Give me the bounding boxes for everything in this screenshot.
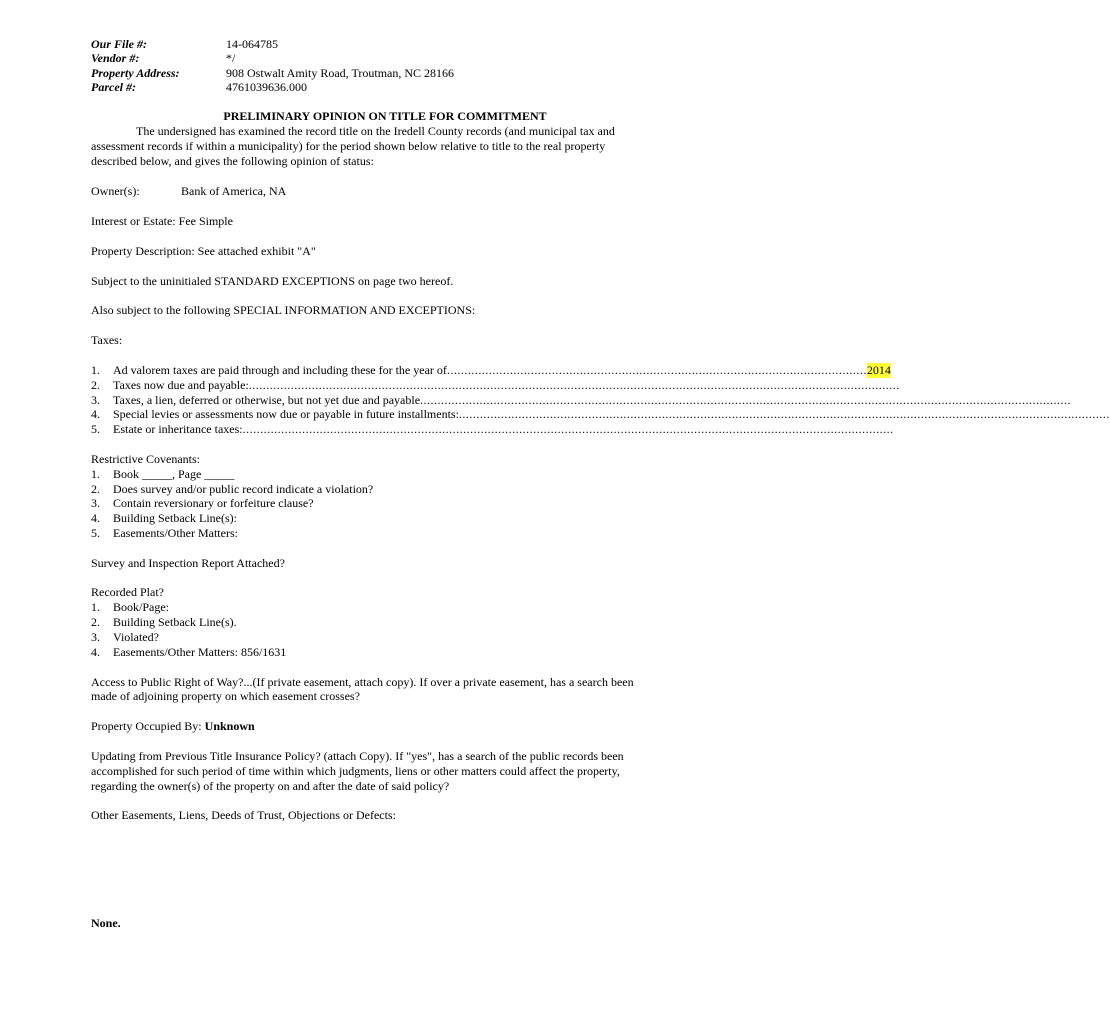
property-description: Property Description: See attached exhibit "A" [91, 244, 316, 258]
dot-leader: ........................................................................................................................ [446, 363, 867, 377]
tax-item-label: Taxes now due and payable: [113, 378, 249, 392]
restrictive-item-text: Contain reversionary or forfeiture clause? [113, 496, 314, 510]
occupied-value: Unknown [204, 719, 255, 733]
tax-item-number: 2. [91, 378, 100, 392]
tax-item [91, 393, 1072, 408]
tax-item [91, 378, 900, 393]
tax-item-label: Ad valorem taxes are paid through and including these for the year of [113, 363, 447, 377]
occupied-label: Property Occupied By: [91, 719, 205, 733]
restrictive-item [91, 482, 373, 497]
plat-item-text: Easements/Other Matters: 856/1631 [113, 645, 287, 659]
owners-value: Bank of America, NA [181, 184, 287, 198]
plat-heading: Recorded Plat? [91, 585, 164, 599]
interest-label: Interest or Estate: [91, 214, 176, 228]
owners-label: Owner(s): [91, 184, 140, 198]
access-line-2: made of adjoining property on which easement crosses? [91, 689, 360, 703]
other-defects: Other Easements, Liens, Deeds of Trust, Objections or Defects: [91, 808, 396, 822]
restrictive-item-text: Book _____, Page _____ [113, 467, 235, 481]
restrictive-item [91, 467, 234, 482]
dot-leader: .......................................................................................................................................................................................... [248, 378, 900, 392]
tax-item-label: Estate or inheritance taxes: [113, 422, 243, 436]
updating-line-1: Updating from Previous Title Insurance Policy? (attach Copy). If "yes", has a search of the public records been [91, 749, 624, 763]
plat-item [91, 615, 237, 630]
plat-item [91, 645, 286, 660]
restrictive-item-number: 2. [91, 482, 100, 496]
tax-year-value: 2014 [866, 363, 891, 377]
tax-item [91, 422, 894, 437]
tax-item-label: Taxes, a lien, deferred or otherwise, but not yet due and payable [113, 393, 421, 407]
dot-leader: .......................................................................................................................................................................................... [420, 393, 1072, 407]
plat-item [91, 600, 169, 615]
interest-estate [91, 214, 233, 229]
plat-item-text: Book/Page: [113, 600, 169, 614]
tax-item-number: 1. [91, 363, 100, 377]
special-info-note: Also subject to the following SPECIAL INFORMATION AND EXCEPTIONS: [91, 303, 476, 317]
plat-item [91, 630, 159, 645]
file-number-value: 14-064785 [226, 37, 278, 51]
plat-item-number: 4. [91, 645, 100, 659]
access-line-1: Access to Public Right of Way?...(If private easement, attach copy). If over a private easement, has a search been [91, 675, 634, 689]
plat-item-number: 2. [91, 615, 100, 629]
tax-item [91, 407, 1110, 422]
tax-item-number: 4. [91, 407, 100, 421]
restrictive-item [91, 496, 314, 511]
vendor-number-value: */ [226, 51, 236, 65]
updating-line-3: regarding the owner(s) of the property on and after the date of said policy? [91, 779, 450, 793]
plat-item-text: Violated? [113, 630, 159, 644]
document-title: PRELIMINARY OPINION ON TITLE FOR COMMITMENT [223, 109, 547, 123]
property-address-value: 908 Ostwalt Amity Road, Troutman, NC 28166 [226, 66, 455, 80]
restrictive-item-number: 1. [91, 467, 100, 481]
restrictive-item-text: Building Setback Line(s): [113, 511, 237, 525]
property-occupied [91, 719, 255, 734]
restrictive-item-text: Easements/Other Matters: [113, 526, 238, 540]
standard-exceptions-note: Subject to the uninitialed STANDARD EXCEPTIONS on page two hereof. [91, 274, 454, 288]
parcel-number-label: Parcel #: [91, 80, 136, 94]
tax-item-number: 3. [91, 393, 100, 407]
restrictive-item [91, 526, 238, 541]
vendor-number-label: Vendor #: [91, 51, 140, 65]
survey-question: Survey and Inspection Report Attached? [91, 556, 285, 570]
tax-item [91, 363, 891, 378]
plat-item-number: 1. [91, 600, 100, 614]
interest-value: Fee Simple [178, 214, 233, 228]
tax-item-number: 5. [91, 422, 100, 436]
restrictive-item-number: 4. [91, 511, 100, 525]
none-statement: None. [91, 916, 121, 930]
plat-item-number: 3. [91, 630, 100, 644]
intro-line-3: described below, and gives the following opinion of status: [91, 154, 374, 168]
dot-leader: .......................................................................................................................................................................................... [242, 422, 894, 436]
file-number-label: Our File #: [91, 37, 148, 51]
restrictive-heading: Restrictive Covenants: [91, 452, 200, 466]
restrictive-item-text: Does survey and/or public record indicate a violation? [113, 482, 374, 496]
plat-item-text: Building Setback Line(s). [113, 615, 237, 629]
updating-line-2: accomplished for such period of time within which judgments, liens or other matters could affect the property, [91, 764, 620, 778]
property-address-label: Property Address: [91, 66, 180, 80]
restrictive-item-number: 3. [91, 496, 100, 510]
parcel-number-value: 4761039636.000 [226, 80, 307, 94]
restrictive-item [91, 511, 237, 526]
taxes-heading: Taxes: [91, 333, 123, 347]
intro-line-2: assessment records if within a municipality) for the period shown below relative to title to the real property [91, 139, 606, 153]
tax-item-label: Special levies or assessments now due or payable in future installments: [113, 407, 459, 421]
intro-line-1: The undersigned has examined the record title on the Iredell County records (and municipal tax and [136, 124, 615, 138]
restrictive-item-number: 5. [91, 526, 100, 540]
dot-leader: .......................................................................................................................................................................................... [458, 407, 1110, 421]
